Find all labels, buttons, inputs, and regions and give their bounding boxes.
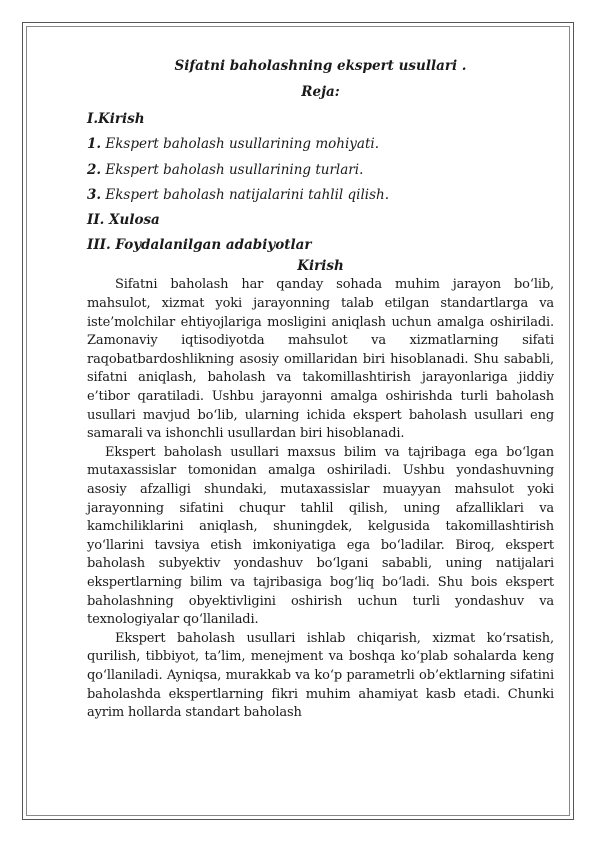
plan-item-text: Ekspert baholash usullarining turlari. (101, 161, 364, 178)
body-paragraph: Ekspert baholash usullari ishlab chiqarish, xizmat ko‘rsatish, qurilish, tibbiyot, ta’lim, menejment va boshqa ko‘plab sohalarda keng qo‘llaniladi. Ayniqsa, murakkab va ko‘p parametrli ob’ektlarning sifatini baholashda ekspertlarning fikri muhim ahamiyat kasb etadi. Chunki ayrim hollarda standart baholash (87, 630, 554, 721)
plan-item-text: Ekspert baholash natijalarini tahlil qilish. (101, 186, 390, 203)
plan-item-text: II. Xulosa (87, 212, 160, 229)
plan-item-number: 3. (87, 186, 102, 203)
plan-item-text: I.Kirish (87, 111, 145, 127)
plan-item-number: 1. (87, 136, 102, 153)
plan-item (87, 160, 554, 180)
plan-item (87, 210, 554, 230)
plan-item (87, 134, 554, 154)
plan-heading: Reja: (301, 84, 340, 100)
plan-item-number: 2. (87, 161, 102, 178)
document-content (87, 56, 554, 723)
body-paragraph: Ekspert baholash usullari maxsus bilim va tajribaga ega bo‘lgan mutaxassislar tomonidan amalga oshiriladi. Ushbu yondashuvning asosiy afzalligi shundaki, mutaxassislar muayyan mahsulot yoki jarayonning sifatini chuqur tahlil qilish, uning afzalliklari va kamchiliklarini aniqlash, shuningdek, kelgusida takomillashtirish yo‘llarini tavsiya etish imkoniyatiga ega bo‘ladilar. Biroq, ekspert baholash subyektiv yondashuv bo‘lgani sababli, uning natijalari ekspertlarning bilim va tajribasiga bog‘liq bo‘ladi. Shu bois ekspert baholashning obyektivligini oshirish uchun turli yondashuv va texnologiyalar qo‘llaniladi. (87, 444, 554, 628)
plan-item-text: Ekspert baholash usullarining mohiyati. (101, 136, 380, 153)
plan-item (87, 235, 554, 255)
plan-item (87, 185, 554, 205)
section-heading: Kirish (297, 258, 344, 275)
document-title: Sifatni baholashning ekspert usullari . (174, 58, 467, 74)
plan-item-text: III. Foydalanilgan adabiyotlar (87, 237, 312, 254)
plan-item (87, 109, 554, 129)
body-paragraph: Sifatni baholash har qanday sohada muhim jarayon bo‘lib, mahsulot, xizmat yoki jarayonning talab etilgan standartlarga va iste’molchilar ehtiyojlariga mosligini aniqlash uchun amalga oshiriladi. Zamonaviy iqtisodiyotda mahsulot va xizmatlarning sifati raqobatbardoshlikning asosiy omillaridan biri hisoblanadi. Shu sababli, sifatni aniqlash, baholash va takomillashtirish jarayonlariga jiddiy e’tibor qaratiladi. Ushbu jarayonni amalga oshirishda turli baholash usullari mavjud bo‘lib, ularning ichida ekspert baholash usullari eng samarali va ishonchli usullardan biri hisoblanadi. (87, 277, 554, 442)
